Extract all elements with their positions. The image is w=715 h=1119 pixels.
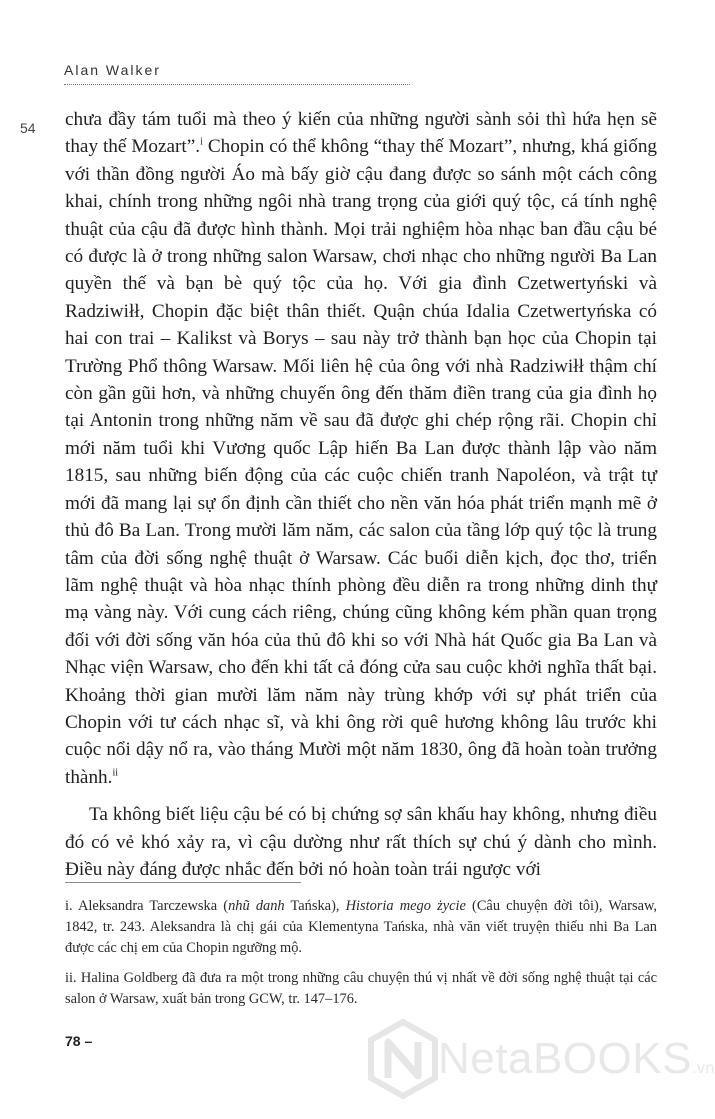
- netabooks-logo-icon: [368, 1020, 438, 1098]
- footnote-rule: [65, 882, 301, 883]
- footnote-1-suffix: (Câu chuyện đời tôi), Warsaw, 1842, tr. 243. Aleksandra là chị gái của Klementyna Tańska, nhà văn viết truyện thiếu nhi Ba Lan được các chị em của Chopin ngưỡng mộ.: [65, 898, 658, 956]
- watermark-suffix: .vn: [691, 1060, 715, 1077]
- watermark: [368, 1016, 715, 1106]
- watermark-name: NetaBOOKS: [438, 1034, 692, 1083]
- footnote-ref-i: i: [200, 137, 203, 149]
- footnote-ref-ii: ii: [112, 767, 118, 779]
- running-header-author: Alan Walker: [64, 62, 161, 78]
- footnote-1-italic-1: nhũ danh: [228, 898, 285, 914]
- footnote-1-prefix: i. Aleksandra Tarczewska (: [65, 898, 229, 914]
- footnote-1: [65, 896, 657, 959]
- page-number: 78 –: [65, 1033, 93, 1049]
- body-text: [65, 106, 657, 883]
- paragraph-1-part-a: chưa đầy tám tuổi mà theo ý kiến của những người sành sỏi thì hứa hẹn sẽ thay thế Mozart”.: [65, 109, 657, 158]
- margin-page-number: 54: [20, 120, 36, 136]
- paragraph-1-part-b: Chopin có thể không “thay thế Mozart”, nhưng, khá giống với thần đồng người Áo mà bấy giờ cậu đang được so sánh một cách công khai, chính trong những ngôi nhà trang trọng của giới quý tộc, cá tính nghệ thuật của cậu đã được hình thành. Mọi trải nghiệm hòa nhạc ban đầu cậu bé có được là ở trong những salon Warsaw, chơi nhạc cho những người Ba Lan quyền thế và bạn bè quý tộc của họ. Với gia đình Czetwertyński và Radziwiłł, Chopin đặc biệt thân thiết. Quận chúa Idalia Czetwertyńska có hai con trai – Kalikst và Borys – sau này trở thành bạn học của Chopin tại Trường Phổ thông Warsaw. Mối liên hệ của ông với nhà Radziwiłł thậm chí còn gần gũi hơn, và những chuyến ông đến thăm điền trang của gia đình họ tại Antonin trong những năm về sau đã được ghi chép rộng rãi. Chopin chỉ mới năm tuổi khi Vương quốc Lập hiến Ba Lan được thành lập vào năm 1815, sau những biến động của các cuộc chiến tranh Napoléon, và trật tự mới đã mang lại sự ổn định cần thiết cho nền văn hóa phát triển mạnh mẽ ở thủ đô Ba Lan. Trong mười lăm năm, các salon của tầng lớp quý tộc là trung tâm của đời sống nghệ thuật ở Warsaw. Các buổi diễn kịch, đọc thơ, triển lãm nghệ thuật và hòa nhạc thính phòng đều diễn ra trong những dinh thự mạ vàng này. Với cung cách riêng, chúng cũng không kém phần quan trọng đối với đời sống văn hóa của thủ đô khi so với Nhà hát Quốc gia Ba Lan và Nhạc viện Warsaw, cho đến khi tất cả đóng cửa sau cuộc khởi nghĩa thất bại. Khoảng thời gian mười lăm năm này trùng khớp với sự phát triển của Chopin với tư cách nhạc sĩ, và khi ông rời quê hương không lâu trước khi cuộc nổi dậy nổ ra, vào tháng Mười một năm 1830, ông đã hoàn toàn trưởng thành.: [65, 136, 658, 788]
- paragraph-1: [65, 106, 657, 791]
- footnote-1-italic-2: Historia mego życie: [345, 898, 466, 914]
- footnote-2: ii. Halina Goldberg đã đưa ra một trong những câu chuyện thú vị nhất về đời sống nghệ thuật tại các salon ở Warsaw, xuất bản trong GCW, tr. 147–176.: [65, 970, 657, 1007]
- watermark-text: [438, 1034, 715, 1084]
- paragraph-2: Ta không biết liệu cậu bé có bị chứng sợ sân khấu hay không, nhưng điều đó có vẻ khó xảy ra, vì cậu dường như rất thích sự chú ý dành cho mình. Điều này đáng được nhắc đến bởi nó hoàn toàn trái ngược với: [65, 804, 657, 880]
- footnote-1-mid: Tańska),: [284, 898, 346, 914]
- footnotes: [65, 896, 657, 1019]
- header-rule: [64, 84, 410, 85]
